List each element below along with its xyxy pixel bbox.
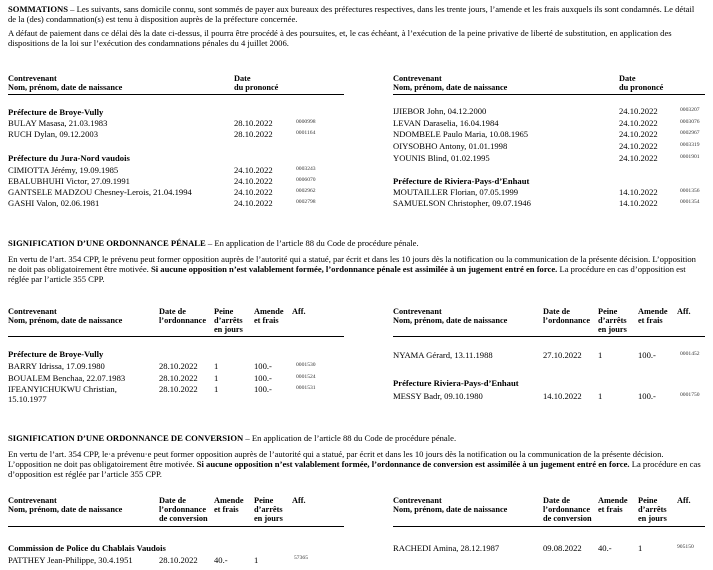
table-row-date: 28.10.2022 xyxy=(159,384,198,394)
paragraph-bold-text: Si aucune opposition n’est valablement formée, l’ordonnance de conversion est assimilée à un jugement entré en force. xyxy=(196,459,630,470)
header-contrevenant: Contrevenant xyxy=(393,307,442,316)
header-date2: l’ordonnance xyxy=(543,316,591,325)
header-amende2: et frais xyxy=(638,316,663,325)
prefecture-heading: Préfecture du Jura-Nord vaudois xyxy=(8,153,130,163)
header-date2: l’ordonnance xyxy=(543,505,591,514)
header-date1: Date de xyxy=(543,496,570,505)
sommations-paragraph xyxy=(8,4,704,24)
header-aff: Aff. xyxy=(677,496,691,505)
header-peine1: Peine xyxy=(214,307,234,316)
table-row-peine: 1 xyxy=(598,391,603,401)
header-peine1: Peine xyxy=(598,307,618,316)
table-row-date: 14.10.2022 xyxy=(543,391,582,401)
prefecture-heading: Préfecture Riviera-Pays-d’Enhaut xyxy=(393,378,519,388)
table-row-name: BULAY Masasa, 21.03.1983 xyxy=(8,118,108,128)
table-row-name: IFEANYICHUKWU Christian, xyxy=(8,384,117,394)
table-row-date: 28.10.2022 xyxy=(159,373,198,383)
table-row-name: CIMIOTTA Jérémy, 19.09.1985 xyxy=(8,165,119,175)
paragraph-text-end: La procédure en cas d’opposition est réglée par l’article 355 CPP. xyxy=(8,459,701,480)
header-peine2: d’arrêts xyxy=(598,316,627,325)
prefecture-heading: Préfecture de Broye-Vully xyxy=(8,107,104,117)
table-row-name: NDOMBELE Paulo Maria, 10.08.1965 xyxy=(393,129,529,139)
header-amende1: Amende xyxy=(214,496,244,505)
header-peine2: d’arrêts xyxy=(254,505,283,514)
sommations-paragraph-2: A défaut de paiement dans ce délai dès la date ci-dessus, il pourra être procédé à des poursuites, et, le cas échéant, à l’exécution de la peine privative de liberté de substitution, en application des dispositions de la loi sur l’exécution des condamnations pénales du 4 juillet 2006. xyxy=(8,28,672,49)
header-amende2: et frais xyxy=(254,316,279,325)
section-title: SIGNIFICATION D’UNE ORDONNANCE PÉNALE xyxy=(8,238,206,248)
table-row-ref: 0001452 xyxy=(680,351,700,357)
table-row-ref: 0001524 xyxy=(296,374,316,380)
header-aff: Aff. xyxy=(292,307,306,316)
table-row-ref: 57365 xyxy=(294,555,308,561)
section-ordonnance-conversion-heading xyxy=(8,433,456,443)
table-row-ref: 0003319 xyxy=(680,142,700,148)
table-row-name: GANTSELE MADZOU Chesney-Lerois, 21.04.1994 xyxy=(8,187,192,197)
table1-left-header-contrevenant: Contrevenant xyxy=(8,74,57,83)
header-amende2: et frais xyxy=(598,505,623,514)
table-row-date: 24.10.2022 xyxy=(619,153,658,163)
section-title: SIGNIFICATION D’UNE ORDONNANCE DE CONVERSION xyxy=(8,433,244,443)
header-amende1: Amende xyxy=(638,307,668,316)
table-row-ref: 0001354 xyxy=(680,199,700,205)
table-row-peine: 1 xyxy=(638,543,643,553)
paragraph-text: En vertu de l’art. 354 CPP, le·a prévenu·e peut former opposition auprès de l’autorité qui a statué, par écrit et dans les 10 jours dès la notification ou la communication de la présente décision. L’opposition ne doit pas obligatoirement être motivée. xyxy=(8,449,664,470)
commission-heading: Commission de Police du Chablais Vaudois xyxy=(8,543,166,553)
ordonnance-conversion-paragraph xyxy=(8,449,704,479)
table-row-name: RACHEDI Amina, 28.12.1987 xyxy=(393,543,500,553)
header-peine3: en jours xyxy=(638,514,667,523)
table-row-name: RUCH Dylan, 09.12.2003 xyxy=(8,129,98,139)
paragraph-text-end: La procédure en cas d’opposition est réglée par l’article 355 CPP. xyxy=(8,264,686,285)
table-row-name: GASHI Valon, 02.06.1981 xyxy=(8,198,100,208)
header-contrevenant: Contrevenant xyxy=(393,496,442,505)
table-row-name: LEVAN Daraselia, 16.04.1984 xyxy=(393,118,499,128)
table-row-date: 28.10.2022 xyxy=(159,555,198,565)
header-nom: Nom, prénom, date de naissance xyxy=(393,505,508,514)
table-row-name: IJIEBOR John, 04.12.2000 xyxy=(393,106,487,116)
table-row-amende: 100.- xyxy=(254,384,272,394)
header-contrevenant: Contrevenant xyxy=(8,307,57,316)
table-row-date: 24.10.2022 xyxy=(234,187,273,197)
header-amende1: Amende xyxy=(598,496,628,505)
header-peine3: en jours xyxy=(598,325,627,334)
table-row-ref: 0003243 xyxy=(296,166,316,172)
table1-left-header-prononce: du prononcé xyxy=(234,83,279,92)
table2-left-rule xyxy=(8,336,344,337)
table-row-amende: 100.- xyxy=(638,391,656,401)
paragraph-text: En vertu de l’art. 354 CPP, le prévenu peut former opposition auprès de l’autorité qui a statué, par écrit et dans les 10 jours dès la notification ou la communication de la présente décision. L’opposition ne doit pas obligatoirement être motivée. xyxy=(8,254,696,275)
table-row-date: 24.10.2022 xyxy=(234,176,273,186)
table-row-peine: 1 xyxy=(254,555,259,565)
header-peine3: en jours xyxy=(254,514,283,523)
table-row-ref: 0001750 xyxy=(680,392,700,398)
table-row-ref: 0000998 xyxy=(296,119,316,125)
table-row-name: MOUTAILLER Florian, 07.05.1999 xyxy=(393,187,519,197)
header-nom: Nom, prénom, date de naissance xyxy=(8,505,123,514)
table-row-ref: 0001530 xyxy=(296,362,316,368)
table-row-amende: 40.- xyxy=(214,555,228,565)
table-row-date: 24.10.2022 xyxy=(619,129,658,139)
table-row-amende: 100.- xyxy=(638,350,656,360)
table-row-ref: 0001531 xyxy=(296,385,316,391)
table-row-date: 28.10.2022 xyxy=(159,361,198,371)
table-row-ref: 0003207 xyxy=(680,107,700,113)
table1-right-header-prononce: du prononcé xyxy=(619,83,664,92)
table-row-date: 14.10.2022 xyxy=(619,198,658,208)
table-row-date: 24.10.2022 xyxy=(619,141,658,151)
table-row-name: BOUALEM Benchaa, 22.07.1983 xyxy=(8,373,126,383)
table-row-name-cont: 15.10.1977 xyxy=(8,394,47,404)
table-row-date: 28.10.2022 xyxy=(234,129,273,139)
table-row-ref: 0003076 xyxy=(680,119,700,125)
header-date2: l’ordonnance xyxy=(159,505,207,514)
table1-right-header-nom: Nom, prénom, date de naissance xyxy=(393,83,508,92)
header-peine2: d’arrêts xyxy=(214,316,243,325)
table-row-ref: 0002962 xyxy=(296,188,316,194)
header-contrevenant: Contrevenant xyxy=(8,496,57,505)
table3-right-rule xyxy=(393,526,705,527)
table-row-ref: 0002798 xyxy=(296,199,316,205)
table-row-ref: 0001356 xyxy=(680,188,700,194)
table-row-date: 24.10.2022 xyxy=(234,198,273,208)
table-row-name: OIYSOBHO Antony, 01.01.1998 xyxy=(393,141,508,151)
header-peine1: Peine xyxy=(254,496,274,505)
table-row-date: 24.10.2022 xyxy=(234,165,273,175)
table-row-ref: 0001901 xyxy=(680,154,700,160)
table-row-ref: 0002967 xyxy=(680,130,700,136)
header-amende2: et frais xyxy=(214,505,239,514)
table1-left-rule xyxy=(8,94,344,95)
header-amende1: Amende xyxy=(254,307,284,316)
table-row-name: SAMUELSON Christopher, 09.07.1946 xyxy=(393,198,531,208)
prefecture-heading: Préfecture de Broye-Vully xyxy=(8,349,104,359)
header-date3: de conversion xyxy=(159,514,208,523)
table-row-name: MESSY Badr, 09.10.1980 xyxy=(393,391,483,401)
table-row-name: EBALUBHUHI Victor, 27.09.1991 xyxy=(8,176,130,186)
header-nom: Nom, prénom, date de naissance xyxy=(8,316,123,325)
sommations-text: – Les suivants, sans domicile connu, sont sommés de payer aux bureaux des préfectures respectives, dans les trente jours, l’amende et les frais auxquels ils sont condamnés. Le détail de la (des) condamnation(s) est tenu à disposition auprès de la préfecture concernée. xyxy=(8,4,695,25)
table-row-peine: 1 xyxy=(214,361,219,371)
table1-right-rule xyxy=(393,94,705,95)
sommations-title: SOMMATIONS xyxy=(8,4,69,14)
table1-left-header-nom: Nom, prénom, date de naissance xyxy=(8,83,123,92)
header-aff: Aff. xyxy=(677,307,691,316)
table-row-date: 28.10.2022 xyxy=(234,118,273,128)
table-row-peine: 1 xyxy=(598,350,603,360)
table-row-amende: 40.- xyxy=(598,543,612,553)
table1-right-header-date: Date xyxy=(619,74,636,83)
table1-right-header-contrevenant: Contrevenant xyxy=(393,74,442,83)
table-row-name: PATTHEY Jean-Philippe, 30.4.1951 xyxy=(8,555,133,565)
header-peine1: Peine xyxy=(638,496,658,505)
header-date3: de conversion xyxy=(543,514,592,523)
table-row-date: 09.08.2022 xyxy=(543,543,582,553)
header-date2: l’ordonnance xyxy=(159,316,207,325)
table-row-peine: 1 xyxy=(214,373,219,383)
header-aff: Aff. xyxy=(292,496,306,505)
header-peine2: d’arrêts xyxy=(638,505,667,514)
prefecture-heading: Préfecture de Riviera-Pays-d’Enhaut xyxy=(393,176,530,186)
ordonnance-penale-paragraph xyxy=(8,254,704,284)
table-row-ref: 0001164 xyxy=(296,130,316,136)
table-row-name: BARRY Idrissa, 17.09.1980 xyxy=(8,361,105,371)
table-row-date: 24.10.2022 xyxy=(619,118,658,128)
header-peine3: en jours xyxy=(214,325,243,334)
header-date1: Date de xyxy=(543,307,570,316)
table-row-name: YOUNIS Blind, 01.02.1995 xyxy=(393,153,490,163)
section-intro: – En application de l’article 88 du Code de procédure pénale. xyxy=(205,238,419,248)
section-ordonnance-penale-heading xyxy=(8,238,419,248)
table-row-peine: 1 xyxy=(214,384,219,394)
table-row-amende: 100.- xyxy=(254,373,272,383)
table-row-name: NYAMA Gérard, 13.11.1988 xyxy=(393,350,493,360)
table-row-date: 14.10.2022 xyxy=(619,187,658,197)
table-row-date: 27.10.2022 xyxy=(543,350,582,360)
table2-right-rule xyxy=(393,336,705,337)
paragraph-bold-text: Si aucune opposition n’est valablement formée, l’ordonnance pénale est assimilée à un jugement entré en force. xyxy=(150,264,558,275)
table1-left-header-date: Date xyxy=(234,74,251,83)
table-row-date: 24.10.2022 xyxy=(619,106,658,116)
table-row-amende: 100.- xyxy=(254,361,272,371)
header-nom: Nom, prénom, date de naissance xyxy=(393,316,508,325)
table3-left-rule xyxy=(8,526,344,527)
header-date1: Date de xyxy=(159,307,186,316)
table-row-ref: 905150 xyxy=(677,544,694,550)
header-date1: Date de xyxy=(159,496,186,505)
table-row-ref: 0006070 xyxy=(296,177,316,183)
section-intro: – En application de l’article 88 du Code de procédure pénale. xyxy=(243,433,457,443)
